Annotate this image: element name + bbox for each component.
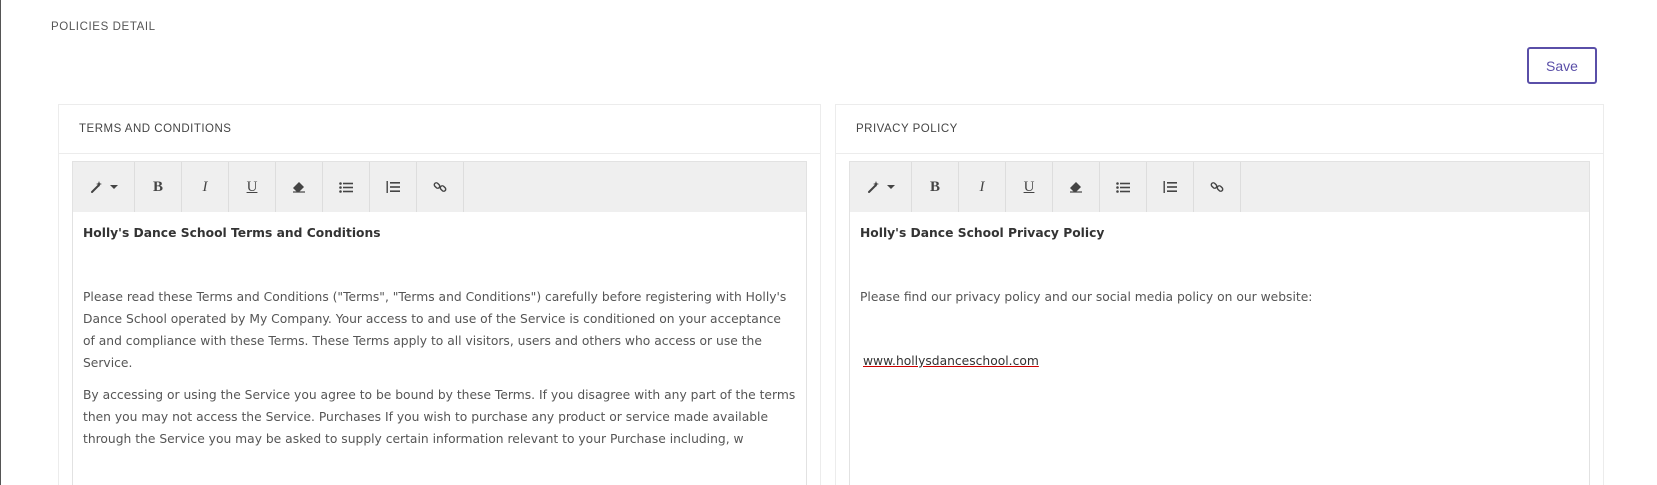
underline-button[interactable]	[1006, 162, 1053, 212]
terms-paragraph: By accessing or using the Service you agree to be bound by these Terms. If you disagree with any part of the terms then you may not access the Service. Purchases If you wish to purchase any product or service made available through the Service you may be asked to supply certain information relevant to your Purchase including, w	[83, 388, 796, 446]
terms-panel-header: TERMS AND CONDITIONS	[59, 105, 820, 154]
unordered-list-icon	[339, 182, 353, 193]
bold-icon: B	[152, 178, 163, 195]
terms-editor-toolbar	[73, 162, 806, 212]
clear-format-button[interactable]	[276, 162, 323, 212]
privacy-paragraph: Please find our privacy policy and our social media policy on our website:	[860, 290, 1313, 304]
underline-icon: U	[246, 178, 258, 195]
ordered-list-button[interactable]	[370, 162, 417, 212]
terms-paragraph: Please read these Terms and Conditions ("Terms", "Terms and Conditions") carefully before registering with Holly's Dance School operated by My Company. Your access to and use of the Service is conditioned on your acceptance of and compliance with these Terms. These Terms apply to all visitors, users and others who access or use the Service.	[83, 290, 787, 370]
terms-panel	[58, 104, 821, 485]
terms-editor-content[interactable]	[73, 212, 806, 450]
style-dropdown-button[interactable]	[73, 162, 135, 212]
terms-document-title: Holly's Dance School Terms and Conditions	[83, 226, 381, 240]
bold-button[interactable]	[912, 162, 959, 212]
italic-button[interactable]	[959, 162, 1006, 212]
link-button[interactable]	[417, 162, 464, 212]
magic-wand-icon	[867, 180, 881, 194]
ordered-list-icon	[1163, 181, 1177, 193]
underline-icon: U	[1023, 178, 1035, 195]
privacy-panel-header: PRIVACY POLICY	[836, 105, 1603, 154]
link-button[interactable]	[1194, 162, 1241, 212]
unordered-list-button[interactable]	[1100, 162, 1147, 212]
privacy-panel	[835, 104, 1604, 485]
privacy-editor	[849, 161, 1590, 485]
chevron-down-icon	[110, 185, 118, 190]
magic-wand-icon	[90, 180, 104, 194]
ordered-list-button[interactable]	[1147, 162, 1194, 212]
eraser-icon	[1069, 181, 1083, 193]
privacy-document-title: Holly's Dance School Privacy Policy	[860, 226, 1105, 240]
page-title: POLICIES DETAIL	[51, 21, 156, 33]
italic-icon: I	[202, 178, 208, 195]
page-left-border	[0, 0, 1, 485]
eraser-icon	[292, 181, 306, 193]
style-dropdown-button[interactable]	[850, 162, 912, 212]
italic-button[interactable]	[182, 162, 229, 212]
underline-button[interactable]	[229, 162, 276, 212]
privacy-editor-content[interactable]	[850, 212, 1589, 372]
bold-button[interactable]	[135, 162, 182, 212]
save-button[interactable]: Save	[1527, 47, 1597, 84]
italic-icon: I	[979, 178, 985, 195]
chevron-down-icon	[887, 185, 895, 190]
privacy-editor-toolbar	[850, 162, 1589, 212]
link-icon	[433, 180, 447, 194]
unordered-list-button[interactable]	[323, 162, 370, 212]
website-link[interactable]: www.hollysdanceschool.com	[863, 354, 1039, 368]
unordered-list-icon	[1116, 182, 1130, 193]
link-icon	[1210, 180, 1224, 194]
terms-editor	[72, 161, 807, 485]
clear-format-button[interactable]	[1053, 162, 1100, 212]
ordered-list-icon	[386, 181, 400, 193]
bold-icon: B	[929, 178, 940, 195]
